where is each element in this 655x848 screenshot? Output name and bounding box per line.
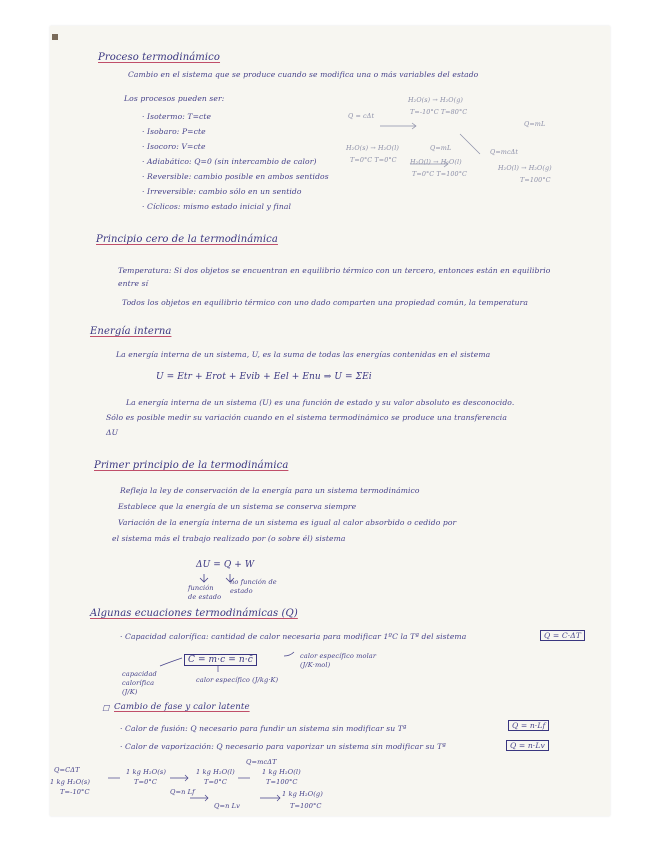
- cycle-line-8: T=0°C T=100°C: [412, 170, 467, 178]
- bullet-isocoro: · Isocoro: V=cte: [142, 142, 206, 151]
- label-no-funcion-estado: no función de estado: [230, 578, 277, 595]
- text-primer-3: Variación de la energía interna de un sistema es igual al calor absorbido o cedido por: [118, 518, 457, 527]
- chain-q-nlv: Q=n Lv: [214, 802, 240, 810]
- bullet-ciclicos: · Cíclicos: mismo estado inicial y final: [142, 202, 291, 211]
- cycle-line-3: Q = cΔt: [348, 112, 375, 120]
- text-fusion: · Calor de fusión: Q necesario para fundir un sistema sin modificar su Tª: [120, 724, 407, 733]
- text-cambio: Cambio en el sistema que se produce cuando se modifica una o más variables del estado: [128, 70, 479, 79]
- bullet-isobaro: · Isobaro: P=cte: [142, 127, 206, 136]
- chain-step-2-t: T=0°C: [134, 778, 157, 786]
- chain-step-3: 1 kg H₂O(l): [196, 768, 235, 776]
- cycle-line-2: T=-10°C T=80°C: [410, 108, 468, 116]
- equation-capacidad: C = m·c = n·c̄: [184, 654, 257, 666]
- equation-first-law: ΔU = Q + W: [196, 560, 255, 570]
- text-temperatura: Temperatura: Si dos objetos se encuentran en equilibrio térmico con un tercero, entonces están en equilibrio entre sí: [118, 266, 551, 288]
- heading-energia-interna: Energía interna: [90, 326, 172, 337]
- box-fusion: Q = n·Lf: [508, 720, 549, 731]
- text-energia-1: La energía interna de un sistema, U, es la suma de todas las energías contenidas en el sistema: [116, 350, 491, 359]
- text-energia-4: ΔU: [106, 428, 119, 437]
- text-primer-2: Establece que la energía de un sistema se conserva siempre: [118, 502, 357, 511]
- bullet-reversible: · Reversible: cambio posible en ambos sentidos: [142, 172, 329, 181]
- cycle-line-5: T=0°C T=0°C: [350, 156, 397, 164]
- label-calor-molar: calor específico molar (J/K·mol): [300, 652, 377, 669]
- chain-q-cdt: Q=CΔT: [54, 766, 80, 774]
- bullet-adiabatico: · Adiabático: Q=0 (sin intercambio de calor): [142, 157, 317, 166]
- text-primer-4: el sistema más el trabajo realizado por (o sobre él) sistema: [112, 534, 346, 543]
- chain-step-5: 1 kg H₂O(g): [282, 790, 323, 798]
- label-calor-especifico: calor específico (J/kg·K): [196, 676, 279, 684]
- text-primer-1: Refleja la ley de conservación de la energía para un sistema termodinámico: [120, 486, 420, 495]
- cycle-line-1: H₂O(s) → H₂O(g): [408, 96, 464, 104]
- cycle-line-6: Q=mL: [430, 144, 452, 152]
- heading-proceso: Proceso termodinámico: [98, 52, 221, 63]
- bullet-irreversible: · Irreversible: cambio sólo en un sentido: [142, 187, 302, 196]
- chain-step-1: 1 kg H₂O(s): [50, 778, 91, 786]
- text-todos: Todos los objetos en equilibrio térmico con uno dado comparten una propiedad común, la temperatura: [122, 298, 529, 307]
- chain-step-4: 1 kg H₂O(l): [262, 768, 301, 776]
- chain-q-nlf: Q=n Lf: [170, 788, 195, 796]
- chain-step-1-t: T=-10°C: [60, 788, 90, 796]
- box-vaporizacion: Q = n·Lv: [506, 740, 549, 751]
- chain-step-5-t: T=100°C: [290, 802, 322, 810]
- equation-U: U = Etr + Erot + Evib + Eel + Enu ⇒ U = ΣEi: [156, 372, 372, 382]
- label-capacidad-calorifica: capacidad calorífica (J/K): [122, 670, 157, 696]
- cycle-line-4: H₂O(s) → H₂O(l): [346, 144, 399, 152]
- checkbox-icon: ☐: [102, 704, 110, 713]
- heading-ecuaciones: Algunas ecuaciones termodinámicas (Q): [90, 608, 298, 619]
- text-energia-2: La energía interna de un sistema (U) es una función de estado y su valor absoluto es desconocido.: [126, 398, 515, 407]
- chain-step-2: 1 kg H₂O(s): [126, 768, 167, 776]
- label-funcion-estado: función de estado: [188, 584, 222, 601]
- cycle-line-12: Q=mL: [524, 120, 546, 128]
- cycle-line-7: H₂O(l) → H₂O(l): [410, 158, 462, 166]
- heading-principio-cero: Principio cero de la termodinámica: [96, 234, 278, 245]
- chain-step-3-t: T=0°C: [204, 778, 227, 786]
- cycle-line-11: T=100°C: [520, 176, 551, 184]
- chain-q-mcdt: Q=mcΔT: [246, 758, 277, 766]
- cycle-line-10: H₂O(l) → H₂O(g): [498, 164, 552, 172]
- bullet-isotermo: · Isotermo: T=cte: [142, 112, 212, 121]
- text-energia-3: Sólo es posible medir su variación cuando en el sistema termodinámico se produce una transferencia: [106, 413, 507, 422]
- text-capacidad: · Capacidad calorífica: cantidad de calor necesaria para modificar 1ºC la Tª del sistema: [120, 632, 467, 641]
- cycle-line-9: Q=mcΔt: [490, 148, 519, 156]
- notebook-page: [50, 26, 610, 816]
- heading-primer-principio: Primer principio de la termodinámica: [94, 460, 289, 471]
- text-los-procesos: Los procesos pueden ser:: [124, 94, 225, 103]
- text-vaporizacion: · Calor de vaporización: Q necesario para vaporizar un sistema sin modificar su Tª: [120, 742, 446, 751]
- box-capacidad: Q = C·ΔT: [540, 630, 585, 641]
- heading-cambio-fase: Cambio de fase y calor latente: [114, 702, 250, 712]
- chain-step-4-t: T=100°C: [266, 778, 298, 786]
